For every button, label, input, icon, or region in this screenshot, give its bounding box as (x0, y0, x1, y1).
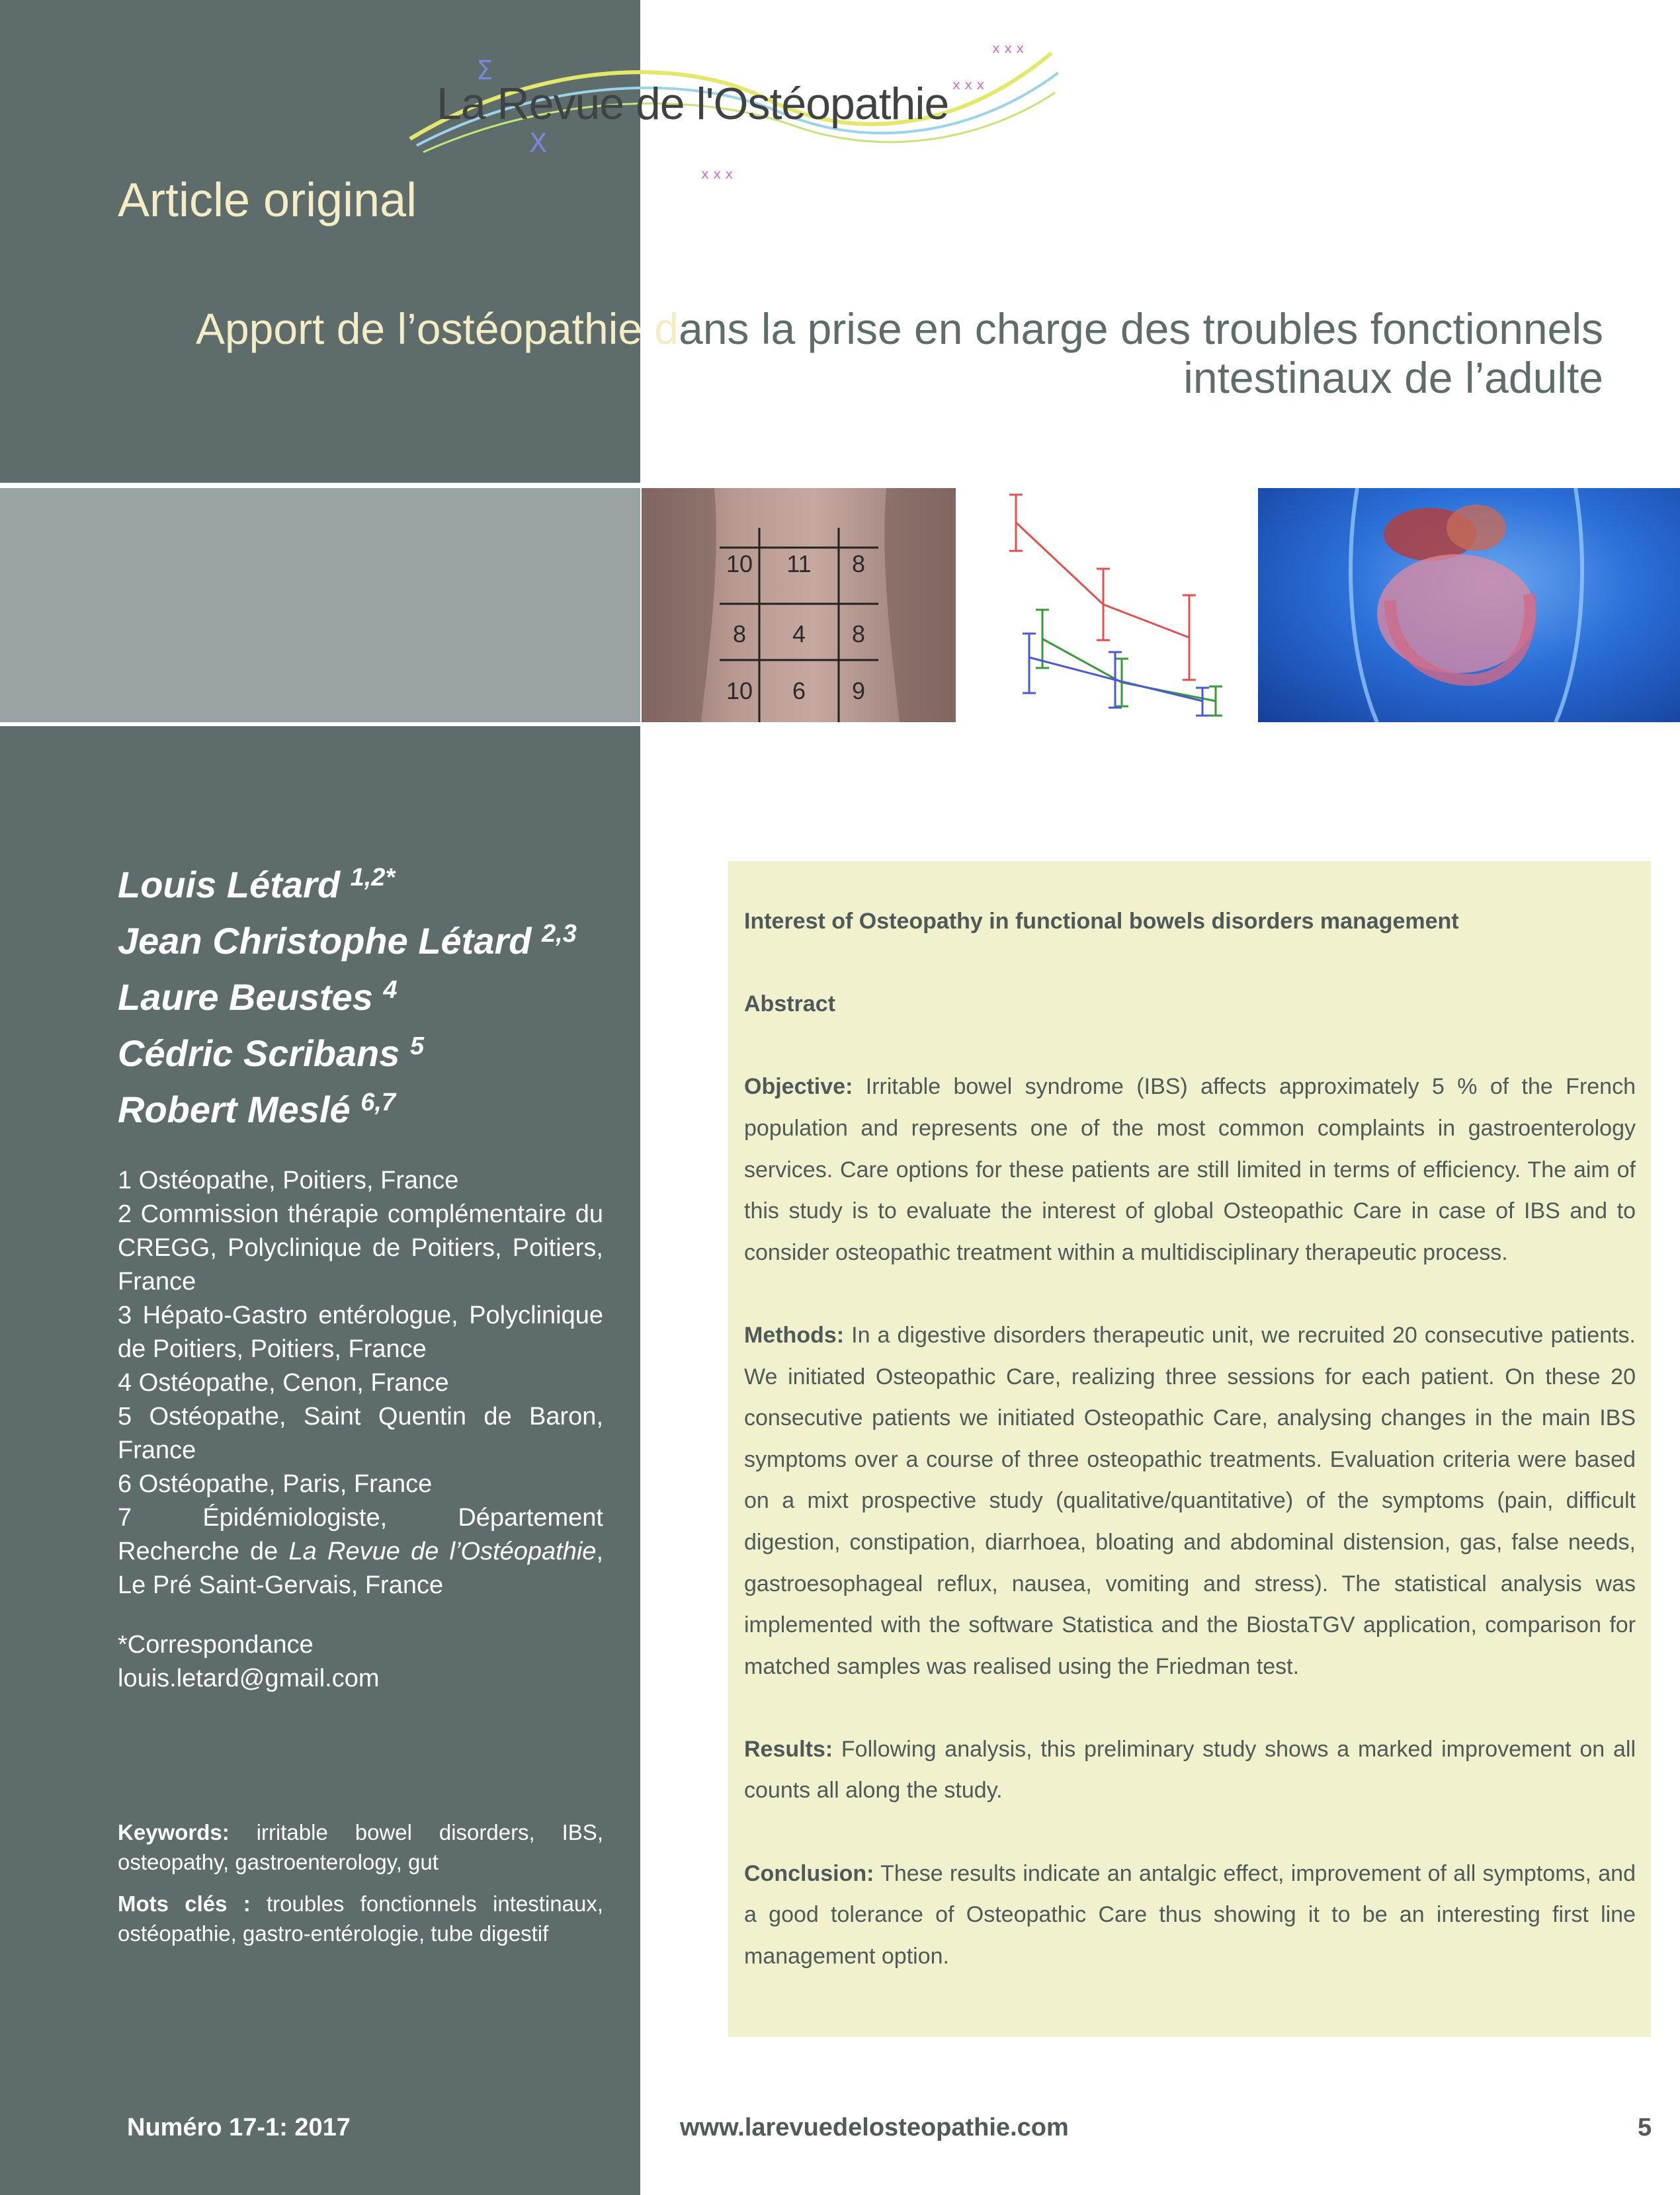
author-list (118, 853, 577, 1134)
page-number: 5 (1638, 2114, 1652, 2141)
author: Laure Beustes $^4$ (118, 976, 398, 1018)
torso-grid-cell: 8 (851, 620, 866, 647)
affiliation: 7 Épidémiologiste, Département Recherche de La Revue de l’Ostéopathie, Le Pré Saint-Gervais, France (118, 1504, 604, 1599)
band-divider-top (0, 483, 1680, 488)
torso-grid-cell: 10 (726, 677, 753, 704)
correspondence-label: *Correspondance (118, 1631, 314, 1659)
torso-grid-cell: 8 (851, 550, 866, 577)
author: Robert Meslé $^{6,7}$ (118, 1089, 396, 1130)
journal-url-link[interactable]: www.larevuedelosteopathie.com (680, 2114, 1069, 2141)
svg-text:x x x: x x x (992, 40, 1025, 56)
title-line1-dark: ans la prise en charge des troubles fonctionnels (679, 304, 1603, 353)
journal-logo-text: La Revue de l'Ostéopathie (437, 79, 949, 129)
correspondence-email[interactable]: louis.letard@gmail.com (118, 1665, 380, 1692)
torso-grid-cell: 9 (851, 677, 866, 704)
svg-text:X: X (529, 128, 548, 159)
correspondence (118, 1628, 380, 1696)
abstract-objective: Objective: Irritable bowel syndrome (IBS) affects approximately 5 % of the French population and represents one of the most common complaints in gastroenterology services. Care options for these patients are still limited in terms of efficiency. The aim of this study is to evaluate the interest of global Osteopathic Care in case of IBS and to consider osteopathic treatment within a multidisciplinary therapeutic process. (744, 1074, 1636, 1265)
svg-text:x x x: x x x (952, 77, 985, 93)
affiliations (118, 1164, 603, 1602)
abstract-title: Interest of Osteopathy in functional bowels disorders management (744, 909, 1459, 934)
torso-grid-cell: 8 (732, 620, 747, 647)
affiliation: 5 Ostéopathe, Saint Quentin de Baron, France (118, 1403, 603, 1464)
svg-text:x x x: x x x (701, 166, 734, 182)
torso-grid-cell: 4 (792, 620, 806, 647)
affiliation: 1 Ostéopathe, Poitiers, France (118, 1167, 459, 1194)
torso-grid-cell: 10 (726, 550, 753, 577)
author: Cédric Scribans $^5$ (118, 1032, 425, 1074)
error-bar-chart-image (956, 488, 1257, 722)
abstract-box (728, 861, 1651, 2037)
affiliation: 4 Ostéopathe, Cenon, France (118, 1369, 449, 1397)
digestive-anatomy-image (1258, 488, 1680, 722)
keywords-block (118, 1817, 603, 1948)
keywords-en: Keywords: irritable bowel disorders, IBS, osteopathy, gastroenterology, gut (118, 1820, 603, 1874)
article-title (119, 304, 1603, 402)
abstract-methods: Methods: In a digestive disorders therapeutic unit, we recruited 20 consecutive patients. We initiated Osteopathic Care, realizing three sessions for each patient. On these 20 consecutive patients we initiated Osteopathic Care, analysing changes in the main IBS symptoms over a course of three osteopathic treatments. Evaluation criteria were based on a mixt prospective study (qualitative/quantitative) of the symptoms (pain, difficult digestion, constipation, diarrhoea, bloating and abdominal distension, gas, false needs, gastroesophageal reflux, nausea, vomiting and stress). The statistical analysis was implemented with the software Statistica and the BiostaTGV application, comparison for matched samples was realised using the Friedman test. (744, 1322, 1636, 1679)
torso-grid-cell: 11 (786, 550, 812, 577)
affiliation: 2 Commission thérapie complémentaire du CREGG, Polyclinique de Poitiers, Poitiers, France (118, 1200, 603, 1296)
author: Louis Létard $^{1,2*}$ (118, 864, 396, 905)
issue-number: Numéro 17-1: 2017 (127, 2114, 351, 2141)
keywords-fr: Mots clés : troubles fonctionnels intestinaux, ostéopathie, gastro-entérologie, tube digestif (118, 1891, 603, 1946)
title-line2: intestinaux de l’adulte (1183, 353, 1603, 402)
author: Jean Christophe Létard $^{2,3}$ (118, 920, 577, 962)
article-type: Article original (118, 174, 417, 227)
abstract-results: Results: Following analysis, this preliminary study shows a marked improvement on all counts all along the study. (744, 1736, 1636, 1803)
abstract-conclusion: Conclusion: These results indicate an antalgic effect, improvement of all symptoms, and a good tolerance of Osteopathic Care thus showing it to be an interesting first line management option. (744, 1860, 1636, 1969)
torso-grid-cell: 6 (792, 677, 806, 704)
abstract-heading: Abstract (744, 991, 835, 1017)
affiliation: 3 Hépato-Gastro entérologue, Polyclinique de Poitiers, Poitiers, France (118, 1302, 603, 1363)
band-divider-bottom (0, 722, 1680, 726)
svg-text:Σ: Σ (476, 56, 493, 86)
torso-grid-image (642, 488, 956, 722)
title-line1-light: Apport de l’ostéopathie d (195, 304, 679, 353)
affiliation: 6 Ostéopathe, Paris, France (118, 1470, 433, 1498)
left-band-panel (0, 486, 640, 724)
